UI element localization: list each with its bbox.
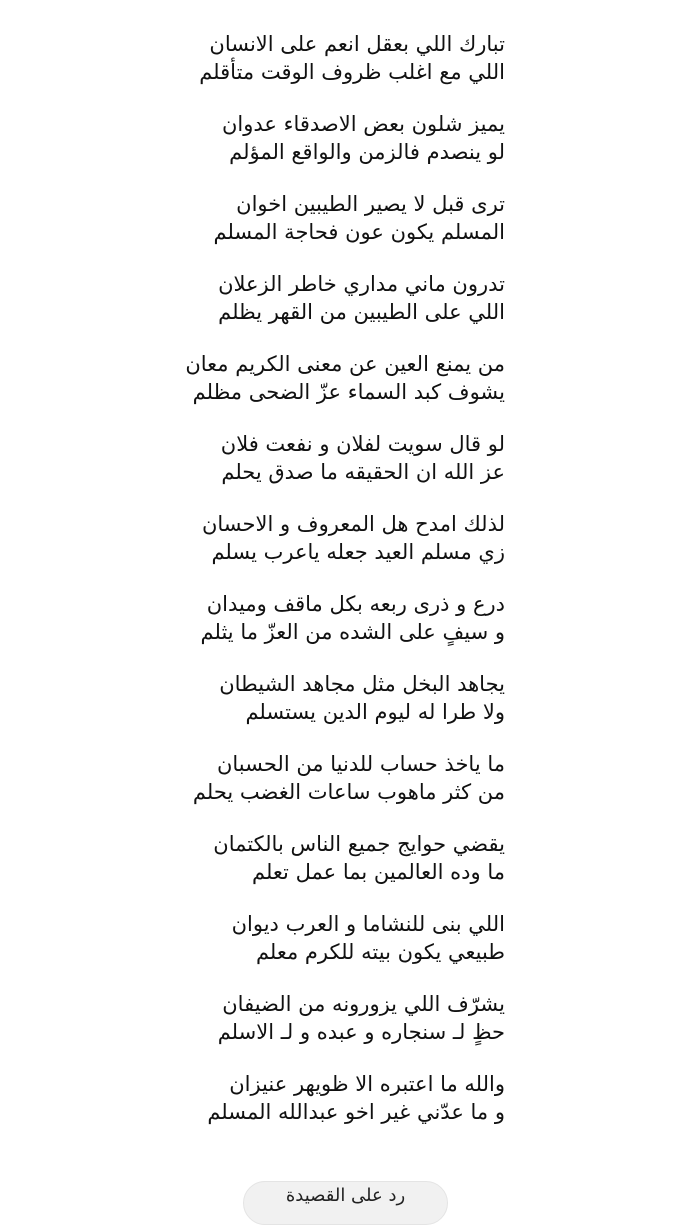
verse-line: و سيفٍ على الشده من العزّ ما يثلم — [200, 620, 505, 644]
verse-line: تبارك اللي بعقل انعم على الانسان — [209, 32, 505, 56]
verse-line: لو قال سويت لفلان و نفعت فلان — [220, 432, 505, 456]
stanza-8 — [0, 590, 505, 670]
stanza-3 — [0, 190, 505, 270]
verse-line: يميز شلون بعض الاصدقاء عدوان — [221, 112, 505, 136]
verse-line: لو ينصدم فالزمن والواقع المؤلم — [229, 140, 505, 164]
verse-line: طبيعي يكون بيته للكرم معلم — [255, 940, 505, 964]
verse-line: اللي مع اغلب ظروف الوقت متأقلم — [199, 60, 505, 84]
verse-line: درع و ذرى ربعه بكل ماقف وميدان — [206, 592, 505, 616]
reply-button-label: رد على القصيدة — [285, 1185, 406, 1206]
verse-line: لذلك امدح هل المعروف و الاحسان — [201, 512, 505, 536]
stanza-7 — [0, 510, 505, 590]
stanza-4 — [0, 270, 505, 350]
stanza-13 — [0, 990, 505, 1070]
stanza-2 — [0, 110, 505, 190]
stanza-9 — [0, 670, 505, 750]
verse-line: زي مسلم العيد جعله ياعرب يسلم — [211, 540, 505, 564]
verse-line: ما وده العالمين بما عمل تعلم — [251, 860, 505, 884]
verse-line: تدرون ماني مداري خاطر الزعلان — [218, 272, 505, 296]
verse-line: يشرّف اللي يزورونه من الضيفان — [222, 992, 505, 1016]
verse-line: عز الله ان الحقيقه ما صدق يحلم — [221, 460, 505, 484]
verse-line: من يمنع العين عن معنى الكريم معان — [185, 352, 505, 376]
verse-line: يشوف كبد السماء عزّ الضحى مظلم — [192, 380, 505, 404]
verse-line: والله ما اعتبره الا ظويهر عنيزان — [229, 1072, 505, 1096]
stanza-6 — [0, 430, 505, 510]
verse-line: ترى قبل لا يصير الطيبين اخوان — [236, 192, 505, 216]
verse-line: اللي بنى للنشاما و العرب ديوان — [231, 912, 505, 936]
stanza-11 — [0, 830, 505, 910]
verse-line: اللي على الطيبين من القهر يظلم — [218, 300, 505, 324]
stanza-5 — [0, 350, 505, 430]
verse-line: المسلم يكون عون فحاجة المسلم — [213, 220, 505, 244]
verse-line: يجاهد البخل مثل مجاهد الشيطان — [219, 672, 505, 696]
verse-line: ولا طرا له ليوم الدين يستسلم — [245, 700, 505, 724]
stanza-1 — [0, 30, 505, 110]
stanza-10 — [0, 750, 505, 830]
stanza-14 — [0, 1070, 505, 1150]
verse-line: يقضي حوايج جميع الناس بالكتمان — [213, 832, 505, 856]
verse-line: و ما عدّني غير اخو عبدالله المسلم — [207, 1100, 505, 1124]
verse-line: حظٍ لـ سنجاره و عبده و لـ الاسلم — [217, 1020, 505, 1044]
verse-line: من كثر ماهوب ساعات الغضب يحلم — [192, 780, 505, 804]
poem-body — [0, 30, 505, 1150]
stanza-12 — [0, 910, 505, 990]
verse-line: ما ياخذ حساب للدنيا من الحسبان — [216, 752, 505, 776]
reply-button[interactable] — [243, 1181, 448, 1225]
